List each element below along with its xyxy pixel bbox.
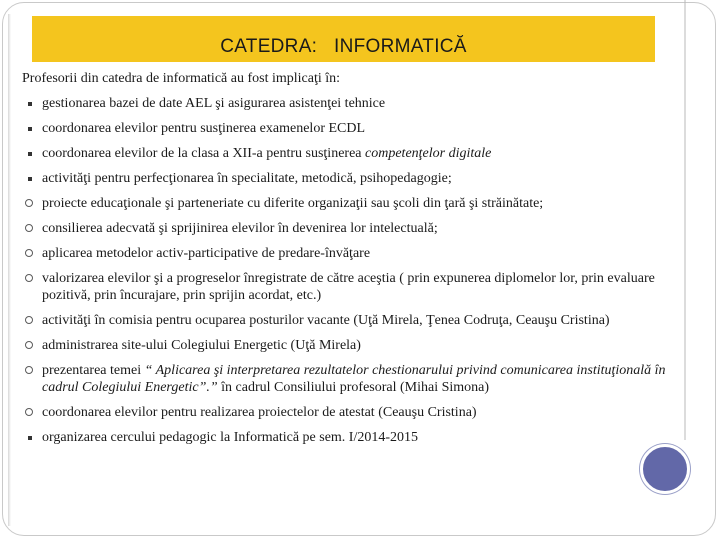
circle-bullet-icon [23,337,37,354]
frame-shadow [8,14,11,526]
circle-bullet-icon [23,195,37,212]
circle-bullet-icon [23,220,37,237]
list-item: coordonarea elevilor pentru susţinerea examenelor ECDL [23,120,688,137]
square-bullet-icon [23,120,37,137]
bullet-list [23,95,688,446]
decorative-orb [640,444,690,494]
circle-bullet-icon [23,312,37,329]
slide-content [23,70,688,454]
list-item: consilierea adecvată şi sprijinirea elevilor în devenirea lor intelectuală; [23,220,688,237]
list-item: activităţi pentru perfecţionarea în specialitate, metodică, psihopedagogie; [23,170,688,187]
intro-text: Profesorii din catedra de informatică au fost implicaţi în: [22,71,341,86]
list-item: prezentarea temei “ Aplicarea şi interpretarea rezultatelor chestionarului privind comunicarea instituţională în cadrul Colegiului Energetic”.” în cadrul Consiliului profesoral (Mihai Simona) [23,362,688,396]
square-bullet-icon [23,170,37,187]
square-bullet-icon [23,429,37,446]
circle-bullet-icon [23,270,37,287]
title-bar [32,16,655,62]
circle-bullet-icon [23,362,37,379]
square-bullet-icon [23,95,37,112]
list-item: proiecte educaţionale şi parteneriate cu diferite organizaţii sau şcoli din ţară şi străinătate; [23,195,688,212]
slide-title: CATEDRA: INFORMATICĂ [220,36,467,57]
list-item: coordonarea elevilor de la clasa a XII-a pentru susţinerea competenţelor digitale [23,145,688,162]
list-item: aplicarea metodelor activ-participative de predare-învăţare [23,245,688,262]
list-item: gestionarea bazei de date AEL şi asigurarea asistenţei tehnice [23,95,688,112]
list-item: activităţi în comisia pentru ocuparea posturilor vacante (Uţă Mirela, Ţenea Codruţa, Ceauşu Cristina) [23,312,688,329]
circle-bullet-icon [23,245,37,262]
square-bullet-icon [23,145,37,162]
list-item: valorizarea elevilor şi a progreselor înregistrate de către aceştia ( prin expunerea diplomelor lor, prin evaluare pozitivă, prin încurajare, prin sprijin acordat, etc.) [23,270,688,304]
list-item: administrarea site-ului Colegiului Energetic (Uţă Mirela) [23,337,688,354]
list-item: organizarea cercului pedagogic la Informatică pe sem. I/2014-2015 [23,429,688,446]
circle-bullet-icon [23,404,37,421]
list-item: coordonarea elevilor pentru realizarea proiectelor de atestat (Ceauşu Cristina) [23,404,688,421]
